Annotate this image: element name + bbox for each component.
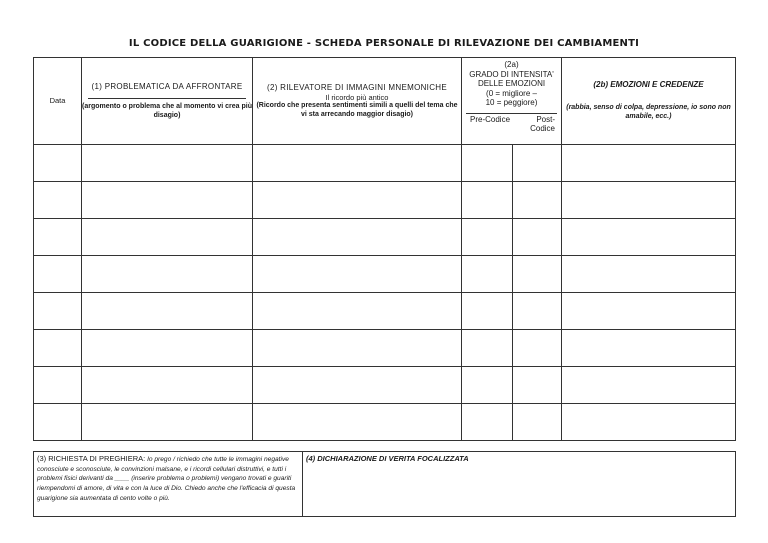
cell-problem[interactable] bbox=[82, 367, 253, 404]
truth-statement-label: (4) DICHIARAZIONE DI VERITA FOCALIZZATA bbox=[306, 454, 469, 463]
cell-date[interactable] bbox=[34, 404, 82, 441]
header-memory-sub: (Ricordo che presenta sentimenti simili a quelli del tema che vi sta arrecando maggior disagio) bbox=[256, 101, 458, 118]
cell-problem[interactable] bbox=[82, 293, 253, 330]
pre-post-divider bbox=[512, 404, 513, 440]
header-intensity-code: (2a) bbox=[504, 60, 519, 69]
cell-date[interactable] bbox=[34, 145, 82, 182]
cell-emotions[interactable] bbox=[562, 256, 736, 293]
prayer-request-text: Io prego / richiedo che tutte le immagini negative conosciute e sconosciute, le convinzioni malsane, e i ricordi cellulari distruttivi, e tutti i problemi fisici derivanti da ____ (inserire problema o problemi) vengano trovati e guariti riempendomi di amore, di vita e con la luce di Dio. Chiedo anche che l'efficacia di questa guarigione sia aumentata di cento volte o più. bbox=[37, 456, 296, 502]
pre-post-divider bbox=[512, 145, 513, 181]
header-memory-title: (2) RILEVATORE DI IMMAGINI MNEMONICHE bbox=[266, 82, 447, 92]
header-date-label: Data bbox=[49, 96, 66, 106]
cell-date[interactable] bbox=[34, 293, 82, 330]
prayer-request-label: (3) RICHIESTA DI PREGHIERA: bbox=[37, 454, 146, 463]
header-intensity-scale1: (0 = migliore – bbox=[486, 88, 537, 98]
pre-post-divider bbox=[512, 256, 513, 292]
pre-post-divider bbox=[512, 293, 513, 329]
footer-table bbox=[33, 451, 736, 517]
cell-intensity[interactable] bbox=[462, 404, 562, 441]
cell-emotions[interactable] bbox=[562, 145, 736, 182]
cell-intensity[interactable] bbox=[462, 182, 562, 219]
header-row bbox=[34, 58, 736, 145]
header-emotions-title: (2b) EMOZIONI E CREDENZE bbox=[593, 80, 704, 90]
pre-post-divider bbox=[512, 330, 513, 366]
table-row bbox=[34, 367, 736, 404]
cell-date[interactable] bbox=[34, 219, 82, 256]
cell-emotions[interactable] bbox=[562, 182, 736, 219]
cell-date[interactable] bbox=[34, 182, 82, 219]
pre-post-divider bbox=[512, 182, 513, 218]
cell-date[interactable] bbox=[34, 367, 82, 404]
cell-problem[interactable] bbox=[82, 182, 253, 219]
header-memory bbox=[253, 58, 462, 145]
table-row bbox=[34, 256, 736, 293]
header-post-code: Post-Codice bbox=[530, 114, 555, 134]
cell-memory[interactable] bbox=[253, 145, 462, 182]
cell-emotions[interactable] bbox=[562, 219, 736, 256]
header-memory-line2: Il ricordo più antico bbox=[325, 92, 389, 102]
page-title: IL CODICE DELLA GUARIGIONE - SCHEDA PERSONALE DI RILEVAZIONE DEI CAMBIAMENTI bbox=[128, 38, 640, 49]
record-table bbox=[33, 57, 736, 441]
header-pre-code: Pre-Codice bbox=[470, 114, 511, 124]
header-problem-underline bbox=[88, 98, 246, 99]
pre-post-divider bbox=[512, 367, 513, 403]
cell-intensity[interactable] bbox=[462, 293, 562, 330]
cell-memory[interactable] bbox=[253, 367, 462, 404]
cell-intensity[interactable] bbox=[462, 330, 562, 367]
table-row bbox=[34, 182, 736, 219]
cell-memory[interactable] bbox=[253, 404, 462, 441]
truth-statement-cell[interactable] bbox=[303, 452, 736, 517]
header-intensity-title1: GRADO DI INTENSITA' bbox=[469, 69, 554, 79]
cell-problem[interactable] bbox=[82, 219, 253, 256]
cell-memory[interactable] bbox=[253, 182, 462, 219]
cell-problem[interactable] bbox=[82, 330, 253, 367]
cell-emotions[interactable] bbox=[562, 330, 736, 367]
cell-intensity[interactable] bbox=[462, 145, 562, 182]
header-intensity bbox=[462, 58, 562, 145]
table-row bbox=[34, 404, 736, 441]
cell-memory[interactable] bbox=[253, 219, 462, 256]
table-row bbox=[34, 145, 736, 182]
cell-intensity[interactable] bbox=[462, 256, 562, 293]
table-row bbox=[34, 293, 736, 330]
header-problem-sub: (argomento o problema che al momento vi crea più disagio) bbox=[82, 102, 252, 119]
cell-problem[interactable] bbox=[82, 404, 253, 441]
header-problem bbox=[82, 58, 253, 145]
cell-emotions[interactable] bbox=[562, 367, 736, 404]
header-problem-title: (1) PROBLEMATICA DA AFFRONTARE bbox=[91, 81, 243, 91]
cell-intensity[interactable] bbox=[462, 367, 562, 404]
cell-date[interactable] bbox=[34, 330, 82, 367]
cell-problem[interactable] bbox=[82, 256, 253, 293]
cell-memory[interactable] bbox=[253, 293, 462, 330]
prayer-request-cell[interactable] bbox=[34, 452, 303, 517]
header-intensity-title2: DELLE EMOZIONI bbox=[477, 79, 546, 89]
cell-date[interactable] bbox=[34, 256, 82, 293]
header-date bbox=[34, 58, 82, 145]
cell-intensity[interactable] bbox=[462, 219, 562, 256]
table-row bbox=[34, 330, 736, 367]
cell-emotions[interactable] bbox=[562, 293, 736, 330]
cell-memory[interactable] bbox=[253, 256, 462, 293]
pre-post-divider bbox=[512, 219, 513, 255]
cell-memory[interactable] bbox=[253, 330, 462, 367]
header-emotions bbox=[562, 58, 736, 145]
table-row bbox=[34, 219, 736, 256]
header-intensity-scale2: 10 = peggiore) bbox=[485, 98, 538, 108]
cell-problem[interactable] bbox=[82, 145, 253, 182]
header-emotions-sub: (rabbia, senso di colpa, depressione, io sono non amabile, ecc.) bbox=[566, 104, 731, 120]
cell-emotions[interactable] bbox=[562, 404, 736, 441]
